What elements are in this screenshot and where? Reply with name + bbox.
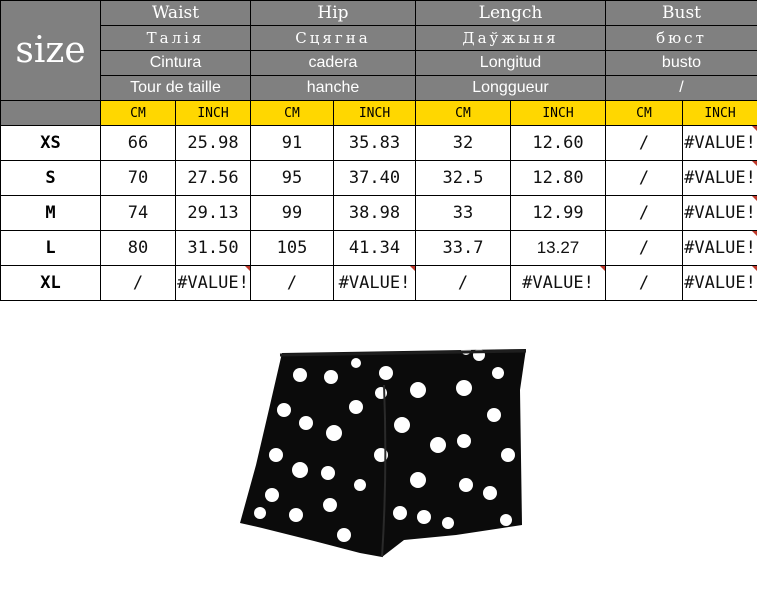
polka-dot-shorts-image	[236, 345, 526, 569]
error-value-cell: #VALUE!	[683, 126, 757, 161]
value-cell: /	[606, 266, 683, 301]
value-cell: 37.40	[334, 161, 416, 196]
value-cell: 27.56	[176, 161, 251, 196]
value-cell: 33	[416, 196, 511, 231]
value-cell: 74	[101, 196, 176, 231]
hip-header-fr: hanche	[251, 76, 416, 101]
table-row	[1, 266, 757, 301]
value-cell: 95	[251, 161, 334, 196]
unit-cell: INCH	[334, 101, 416, 126]
error-value-cell: #VALUE!	[334, 266, 416, 301]
hip-header-es: cadera	[251, 51, 416, 76]
unit-cell: CM	[251, 101, 334, 126]
size-label: M	[1, 196, 101, 231]
value-cell: /	[606, 161, 683, 196]
value-cell: 12.99	[511, 196, 606, 231]
bust-header-es: busto	[606, 51, 757, 76]
value-cell: /	[101, 266, 176, 301]
value-cell: 25.98	[176, 126, 251, 161]
value-cell: 99	[251, 196, 334, 231]
unit-cell: CM	[606, 101, 683, 126]
size-label: XL	[1, 266, 101, 301]
error-value-cell: #VALUE!	[176, 266, 251, 301]
unit-cell: INCH	[176, 101, 251, 126]
hip-header-en: Hip	[251, 1, 416, 26]
waist-header-es: Cintura	[101, 51, 251, 76]
error-value-cell: #VALUE!	[683, 196, 757, 231]
unit-cell: CM	[416, 101, 511, 126]
value-cell: /	[606, 126, 683, 161]
value-cell: 80	[101, 231, 176, 266]
value-cell: 35.83	[334, 126, 416, 161]
table-row	[1, 161, 757, 196]
shorts-illustration	[236, 345, 526, 565]
size-label: S	[1, 161, 101, 196]
error-value-cell: #VALUE!	[511, 266, 606, 301]
unit-row-spacer	[1, 101, 101, 126]
value-cell: /	[251, 266, 334, 301]
value-cell: 31.50	[176, 231, 251, 266]
bust-header-fr: /	[606, 76, 757, 101]
waist-header-en: Waist	[101, 1, 251, 26]
table-row	[1, 231, 757, 266]
table-row	[1, 126, 757, 161]
hip-header-be: Сцягна	[251, 26, 416, 51]
length-header-en: Lengch	[416, 1, 606, 26]
value-cell: 105	[251, 231, 334, 266]
waist-header-fr: Tour de taille	[101, 76, 251, 101]
value-cell: 32	[416, 126, 511, 161]
value-cell: /	[606, 231, 683, 266]
length-header-fr: Longgueur	[416, 76, 606, 101]
unit-cell: CM	[101, 101, 176, 126]
size-label: L	[1, 231, 101, 266]
value-cell: 12.60	[511, 126, 606, 161]
value-cell: /	[606, 196, 683, 231]
error-value-cell: #VALUE!	[683, 266, 757, 301]
value-cell: 12.80	[511, 161, 606, 196]
value-cell: 41.34	[334, 231, 416, 266]
value-cell: 66	[101, 126, 176, 161]
unit-cell: INCH	[683, 101, 757, 126]
value-cell: 13.27	[511, 231, 606, 266]
error-value-cell: #VALUE!	[683, 161, 757, 196]
value-cell: 38.98	[334, 196, 416, 231]
value-cell: 29.13	[176, 196, 251, 231]
bust-header-be: бюст	[606, 26, 757, 51]
length-header-es: Longitud	[416, 51, 606, 76]
waist-header-be: Талія	[101, 26, 251, 51]
unit-cell: INCH	[511, 101, 606, 126]
size-label: XS	[1, 126, 101, 161]
value-cell: 91	[251, 126, 334, 161]
table-row	[1, 196, 757, 231]
length-header-be: Даўжыня	[416, 26, 606, 51]
value-cell: 33.7	[416, 231, 511, 266]
size-header: size	[1, 1, 101, 101]
value-cell: 32.5	[416, 161, 511, 196]
value-cell: 70	[101, 161, 176, 196]
bust-header-en: Bust	[606, 1, 757, 26]
value-cell: /	[416, 266, 511, 301]
error-value-cell: #VALUE!	[683, 231, 757, 266]
